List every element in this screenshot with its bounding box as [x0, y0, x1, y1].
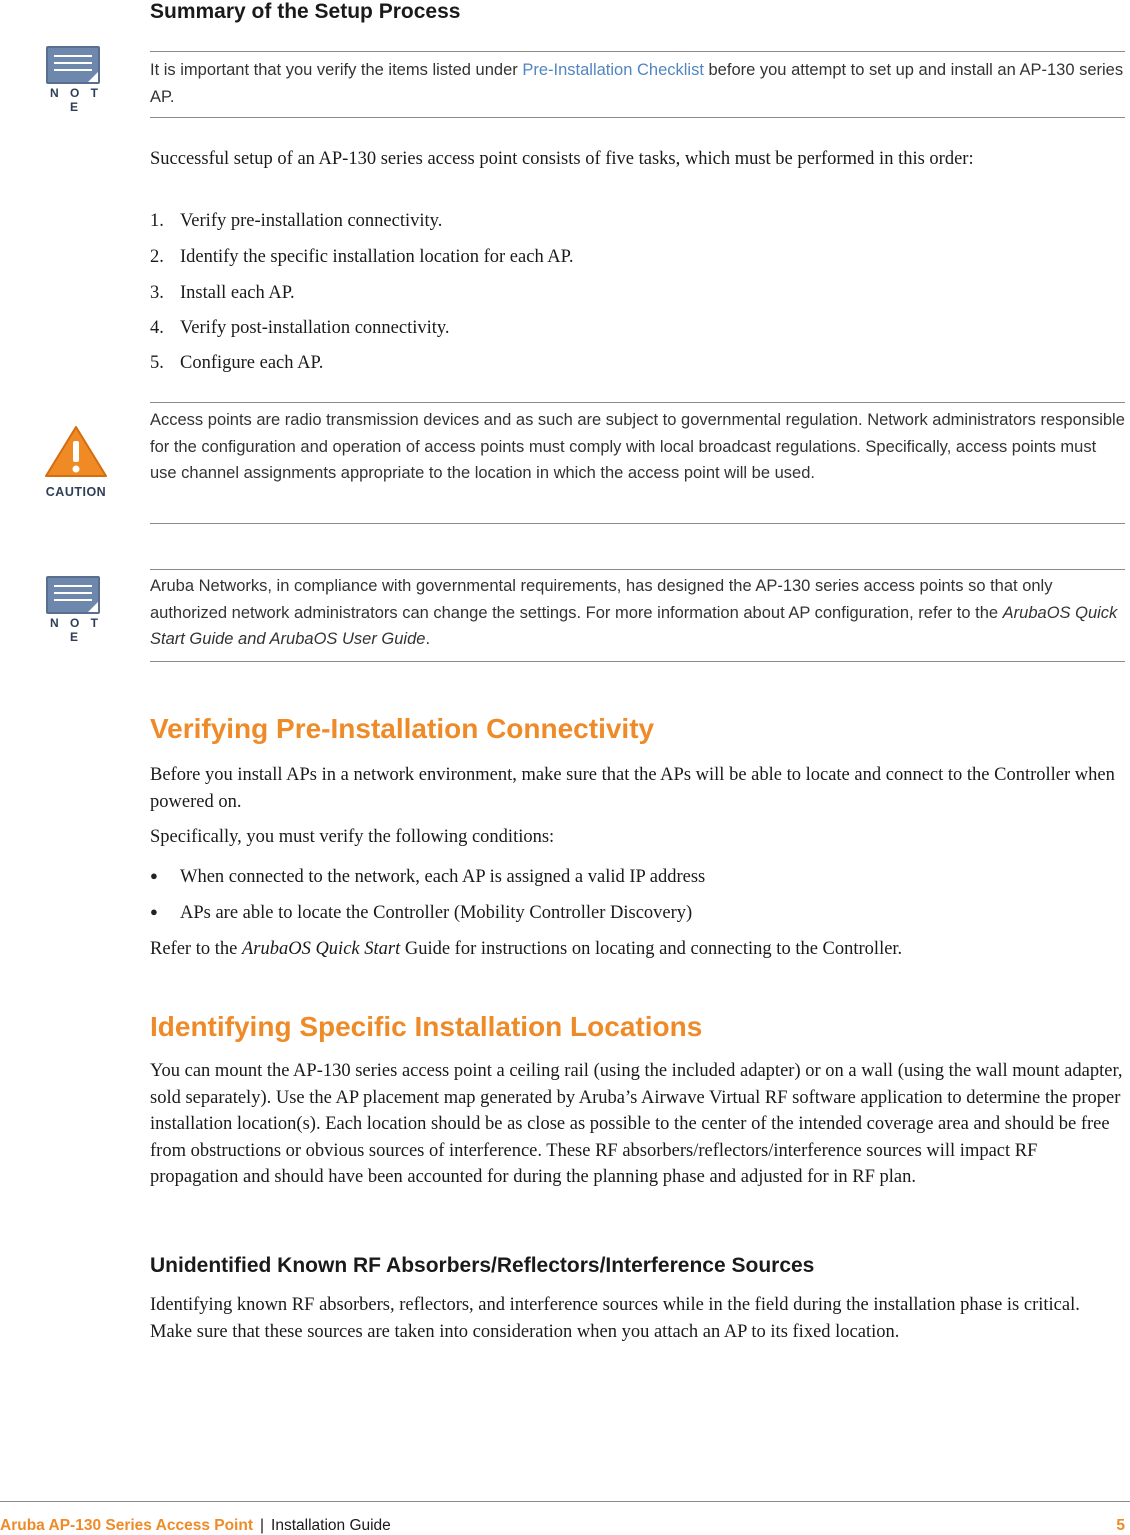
- list-item: ● APs are able to locate the Controller (Mobility Controller Discovery): [150, 899, 692, 926]
- identifying-paragraph: You can mount the AP-130 series access point a ceiling rail (using the included adapter) or on a wall (using the wall mount adapter, sold separately). Use the AP placement map generated by Aruba’s Airwave Virtual RF software application to determine the proper installation location(s). Each location should be as close as possible to the center of the intended coverage area and should be free from obstructions or obvious sources of interference. These RF absorbers/reflectors/interference sources will impact RF propagation and should have been accounted for during the planning phase and adjusted for in RF plan.: [150, 1061, 1123, 1187]
- caution-callout: [150, 402, 1125, 524]
- verifying-conditions-intro: Specifically, you must verify the following conditions:: [150, 827, 555, 847]
- note-icon-label: N O T E: [50, 616, 102, 644]
- footer-product-name: Aruba AP-130 Series Access Point: [0, 1517, 253, 1534]
- note-icon: [46, 576, 102, 644]
- note-text: It is important that you verify the items listed under: [150, 61, 523, 79]
- guide-reference: ArubaOS Quick Start: [241, 939, 401, 959]
- verifying-reference-paragraph: Refer to the ArubaOS Quick Start Guide for instructions on locating and connecting to the Controller.: [150, 939, 903, 959]
- list-item: 3. Install each AP.: [150, 283, 295, 303]
- guide-reference: ArubaOS Quick Start Guide and ArubaOS User Guide: [150, 603, 1118, 648]
- bullet-icon: ●: [150, 904, 158, 919]
- list-item: 4. Verify post-installation connectivity.: [150, 318, 450, 338]
- section-heading-identifying: Identifying Specific Installation Locations: [150, 1011, 703, 1042]
- note-text: Aruba Networks, in compliance with governmental requirements, has designed the AP-130 series access points so that only authorized network administrators can change the settings. For more information about AP configuration, refer to the: [150, 577, 1053, 622]
- note-icon: [46, 46, 102, 114]
- caution-icon-label: CAUTION: [45, 485, 107, 499]
- note-icon-label: N O T E: [50, 86, 102, 114]
- note-callout: [150, 51, 1125, 118]
- footer-separator: |: [260, 1517, 265, 1534]
- caution-text: Access points are radio transmission devices and as such are subject to governmental regulation. Network administrators responsible for the configuration and operation of access points must comply with local broadcast regulations. Specifically, access points must use channel assignments appropriate to the location in which the access point will be used.: [150, 411, 1125, 482]
- setup-intro-paragraph: Successful setup of an AP-130 series access point consists of five tasks, which must be performed in this order:: [150, 149, 974, 169]
- note-text: before you attempt to set up and install an AP-130 series AP.: [150, 61, 1124, 106]
- unidentified-paragraph: Identifying known RF absorbers, reflectors, and interference sources while in the field during the installation phase is critical. Make sure that these sources are taken into consideration when you attach an AP to its fixed location.: [150, 1295, 1080, 1342]
- note-callout: Aruba Networks, in compliance with governmental requirements, has designed the AP-130 series access points so that only authorized network administrators can change the settings. For more information about AP configuration, refer to the ArubaOS Quick Start Guide and ArubaOS User Guide.: [150, 569, 1125, 662]
- list-item: 5. Configure each AP.: [150, 353, 324, 373]
- list-item: ● When connected to the network, each AP is assigned a valid IP address: [150, 863, 705, 890]
- page-number: 5: [1116, 1517, 1125, 1534]
- footer: [0, 1517, 391, 1535]
- list-item: 1. Verify pre-installation connectivity.: [150, 211, 443, 231]
- footer-divider: [0, 1501, 1130, 1502]
- caution-icon: [40, 424, 112, 499]
- footer-guide-title: Installation Guide: [271, 1517, 391, 1534]
- verifying-paragraph: Before you install APs in a network environment, make sure that the APs will be able to locate and connect to the Controller when powered on.: [150, 765, 1115, 812]
- bullet-icon: ●: [150, 868, 158, 883]
- pre-installation-checklist-link[interactable]: Pre-Installation Checklist: [522, 61, 704, 79]
- subsection-heading-unidentified: Unidentified Known RF Absorbers/Reflectors/Interference Sources: [150, 1254, 815, 1277]
- list-item: 2. Identify the specific installation location for each AP.: [150, 247, 574, 267]
- section-heading-summary: Summary of the Setup Process: [150, 0, 461, 23]
- section-heading-verifying: Verifying Pre-Installation Connectivity: [150, 713, 655, 744]
